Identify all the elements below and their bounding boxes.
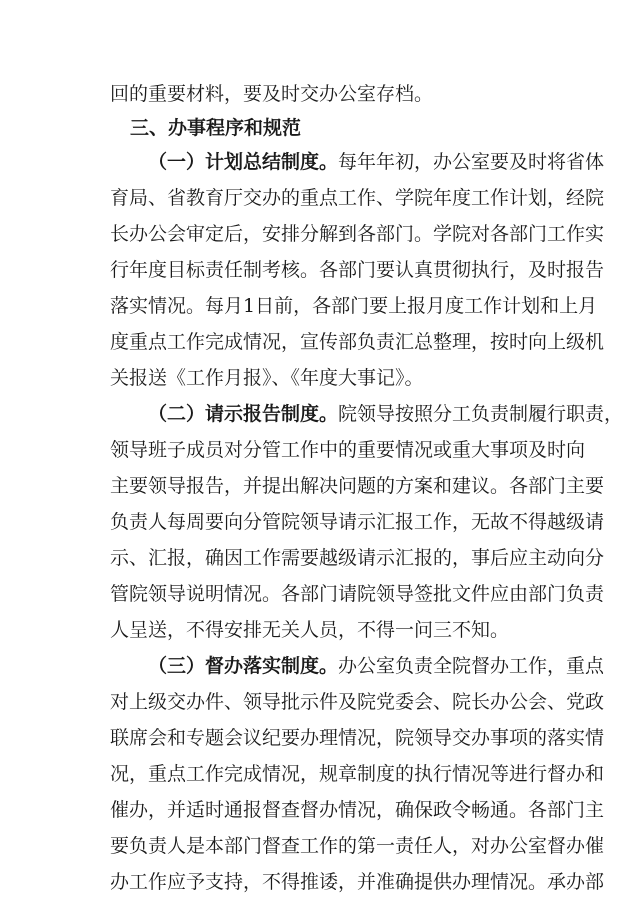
paragraph-3-line-6 — [110, 834, 605, 858]
paragraph-2-line-6 — [110, 582, 605, 606]
paragraph-1-line-7 — [110, 366, 540, 390]
paragraph-1-line-2 — [110, 186, 605, 210]
line-text: 负责人每周要向分管院领导请示汇报工作，无故不得越级请 — [110, 511, 605, 533]
paragraph-3-line-2 — [110, 690, 605, 714]
line-text: 领导班子成员对分管工作中的重要情况或重大事项及时向 — [110, 439, 586, 461]
paragraph-2-line-7 — [110, 618, 540, 642]
line-text: 要负责人是本部门督查工作的第一责任人，对办公室督办催 — [110, 835, 605, 857]
line-text: 人呈送，不得安排无关人员，不得一问三不知。 — [110, 619, 510, 641]
line-text: 回的重要材料，要及时交办公室存档。 — [110, 83, 434, 105]
paragraph-2-line-1 — [148, 402, 624, 426]
paragraph-2-line-4 — [110, 510, 605, 534]
paragraph-1-line-4 — [110, 258, 605, 282]
line-text: 长办公会审定后，安排分解到各部门。学院对各部门工作实 — [110, 223, 605, 245]
line-text: 示、汇报，确因工作需要越级请示汇报的，事后应主动向分 — [110, 547, 605, 569]
line-text: 管院领导说明情况。各部门请院领导签批文件应由部门负责 — [110, 583, 605, 605]
subsection-label: （三）督办落实制度。 — [148, 655, 339, 677]
paragraph-2-line-5 — [110, 546, 605, 570]
line-text: 落实情况。每月1日前，各部门要上报月度工作计划和上月 — [110, 295, 598, 317]
paragraph-1-line-6 — [110, 330, 605, 354]
line-text: 育局、省教育厅交办的重点工作、学院年度工作计划，经院 — [110, 187, 605, 209]
line-text: 行年度目标责任制考核。各部门要认真贯彻执行，及时报告 — [110, 259, 605, 281]
subsection-label: （一）计划总结制度。 — [148, 151, 339, 173]
paragraph-3-line-4 — [110, 762, 605, 786]
line-text: 对上级交办件、领导批示件及院党委会、院长办公会、党政 — [110, 691, 605, 713]
body-line-1 — [110, 82, 540, 106]
line-text: 办公室负责全院督办工作，重点 — [338, 655, 605, 677]
heading-text: 三、办事程序和规范 — [130, 117, 302, 139]
paragraph-2-line-2 — [110, 438, 586, 462]
line-text: 催办，并适时通报督查督办情况，确保政令畅通。各部门主 — [110, 799, 605, 821]
paragraph-3-line-3 — [110, 726, 605, 750]
paragraph-3-line-7 — [110, 870, 605, 894]
paragraph-2-line-3 — [110, 474, 605, 498]
section-heading — [130, 116, 430, 140]
line-text: 每年年初，办公室要及时将省体 — [338, 151, 605, 173]
line-text: 联席会和专题会议纪要办理情况，院领导交办事项的落实情 — [110, 727, 605, 749]
paragraph-1-line-3 — [110, 222, 605, 246]
paragraph-1-line-1 — [148, 150, 605, 174]
line-text: 况，重点工作完成情况，规章制度的执行情况等进行督办和 — [110, 763, 605, 785]
line-text: 院领导按照分工负责制履行职责， — [338, 403, 624, 425]
line-text: 办工作应予支持，不得推诿，并准确提供办理情况。承办部 — [110, 871, 605, 893]
subsection-label: （二）请示报告制度。 — [148, 403, 339, 425]
line-text: 关报送《工作月报》、《年度大事记》。 — [110, 367, 424, 389]
paragraph-3-line-5 — [110, 798, 605, 822]
paragraph-3-line-1 — [148, 654, 605, 678]
line-text: 主要领导报告，并提出解决问题的方案和建议。各部门主要 — [110, 475, 605, 497]
paragraph-1-line-5 — [110, 294, 598, 318]
line-text: 度重点工作完成情况，宣传部负责汇总整理，按时向上级机 — [110, 331, 605, 353]
